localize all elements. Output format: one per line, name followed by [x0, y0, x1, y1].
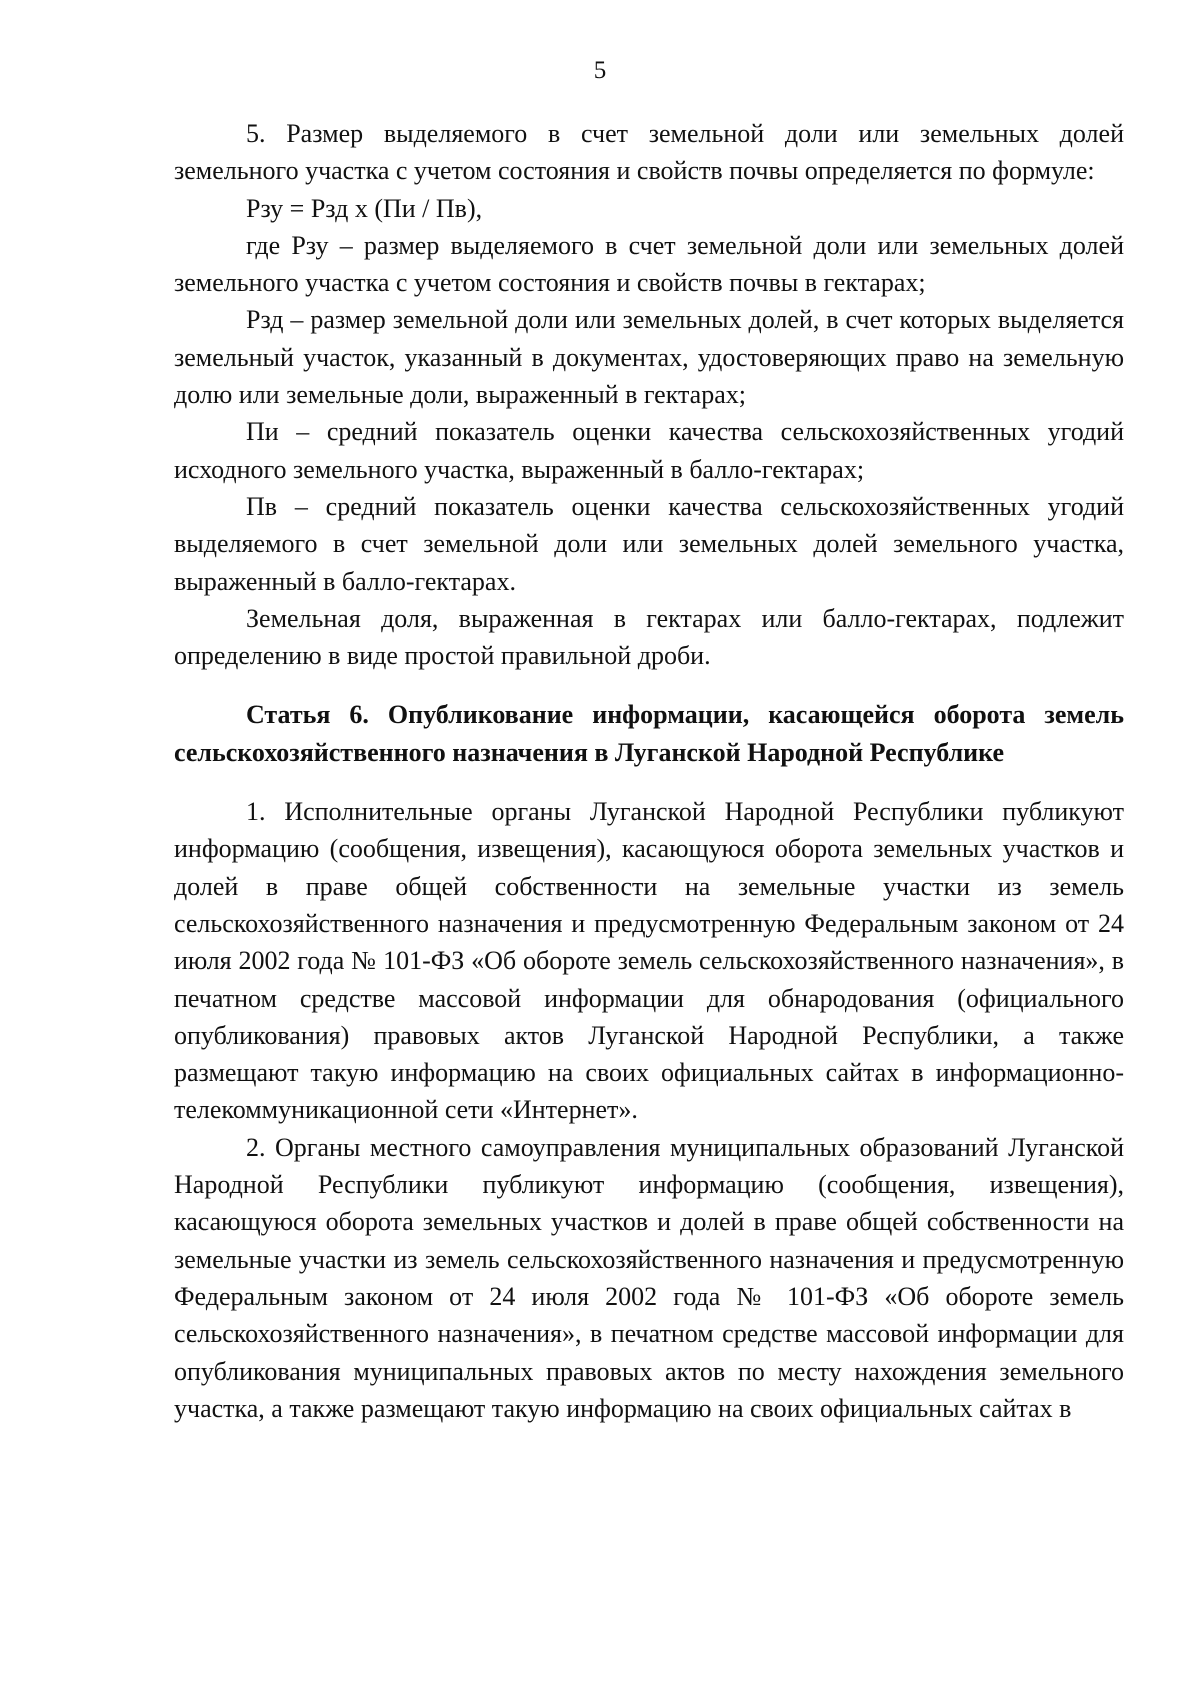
paragraph-item-5: 5. Размер выделяемого в счет земельной доли или земельных долей земельного участка с учетом состояния и свойств почвы определяется по формуле:	[174, 119, 1124, 186]
paragraph-fraction-note: Земельная доля, выраженная в гектарах или балло-гектарах, подлежит определению в виде простой правильной дроби.	[174, 603, 1124, 671]
paragraph-article6-item-1: 1. Исполнительные органы Луганской Народной Республики публикуют информацию (сообщения, извещения), касающуюся оборота земельных участков и долей в праве общей собственности на земельные участки из земель сельскохозяйственного назначения и предусмотренную Федеральным законом от 24 июля 2002 года № 101-ФЗ «Об обороте земель сельскохозяйственного назначения», в печатном средстве массовой информации для обнародования (официального опубликования) правовых актов Луганской Народной Республики, а также размещают такую информацию на своих официальных сайтах в информационно-телекоммуникационной сети «Интернет».	[174, 797, 1124, 1125]
paragraph-definition-pv: Пв – средний показатель оценки качества сельскохозяйственных угодий выделяемого в счет земельной доли или земельных долей земельного участка, выраженный в балло-гектарах.	[174, 491, 1124, 596]
paragraph-definition-pi: Пи – средний показатель оценки качества сельскохозяйственных угодий исходного земельного участка, выраженный в балло-гектарах;	[174, 417, 1124, 484]
paragraph-definition-rzu: где Рзу – размер выделяемого в счет земельной доли или земельных долей земельного участка с учетом состояния и свойств почвы в гектарах;	[174, 230, 1124, 298]
paragraph-article6-item-2: 2. Органы местного самоуправления муниципальных образований Луганской Народной Республики публикуют информацию (сообщения, извещения), касающуюся оборота земельных участков и долей в праве общей собственности на земельные участки из земель сельскохозяйственного назначения и предусмотренную Федеральным законом от 24 июля 2002 года № 101-ФЗ «Об обороте земель сельскохозяйственного назначения», в печатном средстве массовой информации для опубликования муниципальных правовых актов по месту нахождения земельного участка, а также размещают такую информацию на своих официальных сайтах в	[174, 1132, 1124, 1423]
article-heading: Статья 6. Опубликование информации, касающейся оборота земель сельскохозяйственного назначения в Луганской Народной Республике	[174, 700, 1124, 767]
paragraph-definition-rzd: Рзд – размер земельной доли или земельных долей, в счет которых выделяется земельный участок, указанный в документах, удостоверяющих право на земельную долю или земельные доли, выраженный в гектарах;	[174, 305, 1124, 410]
formula: Рзу = Рзд х (Пи / Пв),	[246, 193, 483, 223]
document-body	[174, 115, 1124, 1427]
page-number: 5	[593, 57, 607, 84]
